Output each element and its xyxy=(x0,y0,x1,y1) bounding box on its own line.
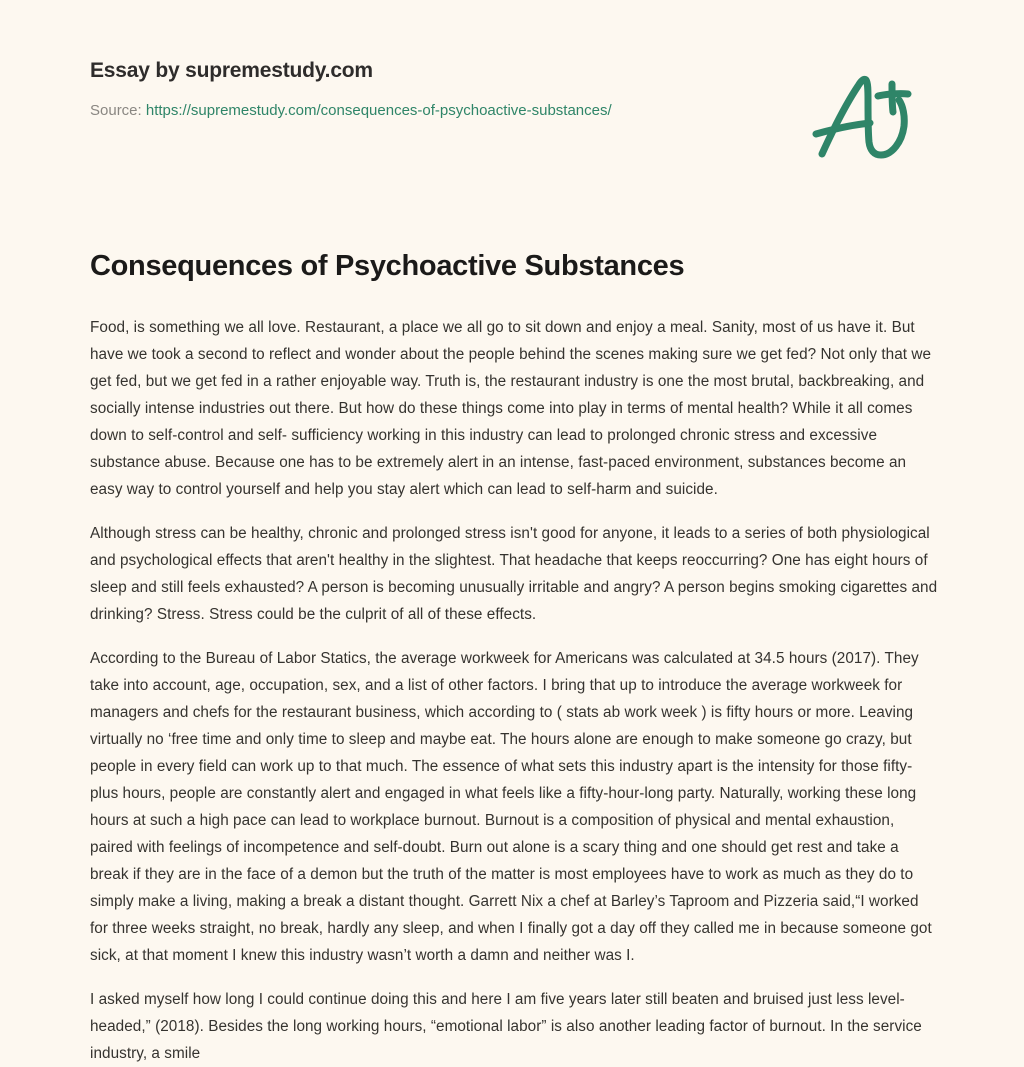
page-title: Consequences of Psychoactive Substances xyxy=(90,250,685,282)
brand-block xyxy=(90,58,730,121)
article-paragraph: Although stress can be healthy, chronic and prolonged stress isn't good for anyone, it leads to a series of both physiological and psychological effects that aren't healthy in the slightest. That headache that keeps reoccurring? One has eight hours of sleep and still feels exhausted? A person is becoming unusually irritable and angry? A person begins smoking cigarettes and drinking? Stress. Stress could be the culprit of all of these effects. xyxy=(90,525,938,624)
source-label: Source: xyxy=(90,102,146,120)
source-line xyxy=(90,101,730,121)
article-paragraph: Food, is something we all love. Restaurant, a place we all go to sit down and enjoy a meal. Sanity, most of us have it. But have we took a second to reflect and wonder about the people behind the scenes making sure we get fed? Not only that we get fed, but we get fed in a rather enjoyable way. Truth is, the restaurant industry is one the most brutal, backbreaking, and socially intense industries out there. But how do these things come into play in terms of mental health? While it all comes down to self-control and self- sufficiency working in this industry can lead to prolonged chronic stress and excessive substance abuse. Because one has to be extremely alert in an intense, fast-paced environment, substances become an easy way to control yourself and help you stay alert which can lead to self-harm and suicide. xyxy=(90,319,932,499)
page-header xyxy=(0,0,1024,200)
aplus-logo-icon xyxy=(806,62,926,166)
article-paragraph: According to the Bureau of Labor Statics, the average workweek for Americans was calculated at 34.5 hours (2017). They take into account, age, occupation, sex, and a list of other factors. I bring that up to introduce the average workweek for managers and chefs for the restaurant business, which according to ( stats ab work week ) is fifty hours or more. Leaving virtually no ‘free time and only time to sleep and maybe eat. The hours alone are enough to make someone go crazy, but people in every field can work up to that much. The essence of what sets this industry apart is the intensity for those fifty-plus hours, people are constantly alert and engaged in what feels like a fifty-hour-long party. Naturally, working these long hours at such a high pace can lead to workplace burnout. Burnout is a composition of physical and mental exhaustion, paired with feelings of incompetence and self-doubt. Burn out alone is a scary thing and one should get rest and take a break if they are in the face of a demon but the truth of the matter is most employees have to work as much as they do to simply make a living, making a break a distant thought. Garrett Nix a chef at Barley’s Taproom and Pizzeria said,“I worked for three weeks straight, no break, hardly any sleep, and when I finally got a day off they called me in because someone got sick, at that moment I knew this industry wasn’t worth a damn and neither was I. xyxy=(90,650,932,965)
essay-byline: Essay by supremestudy.com xyxy=(90,59,373,82)
article-content xyxy=(90,248,938,1067)
source-url-link[interactable]: https://supremestudy.com/consequences-of-psychoactive-substances/ xyxy=(145,102,612,120)
article-paragraph: I asked myself how long I could continue doing this and here I am five years later still beaten and bruised just less level-headed,” (2018). Besides the long working hours, “emotional labor” is also another leading factor of burnout. In the service industry, a smile xyxy=(90,991,922,1063)
